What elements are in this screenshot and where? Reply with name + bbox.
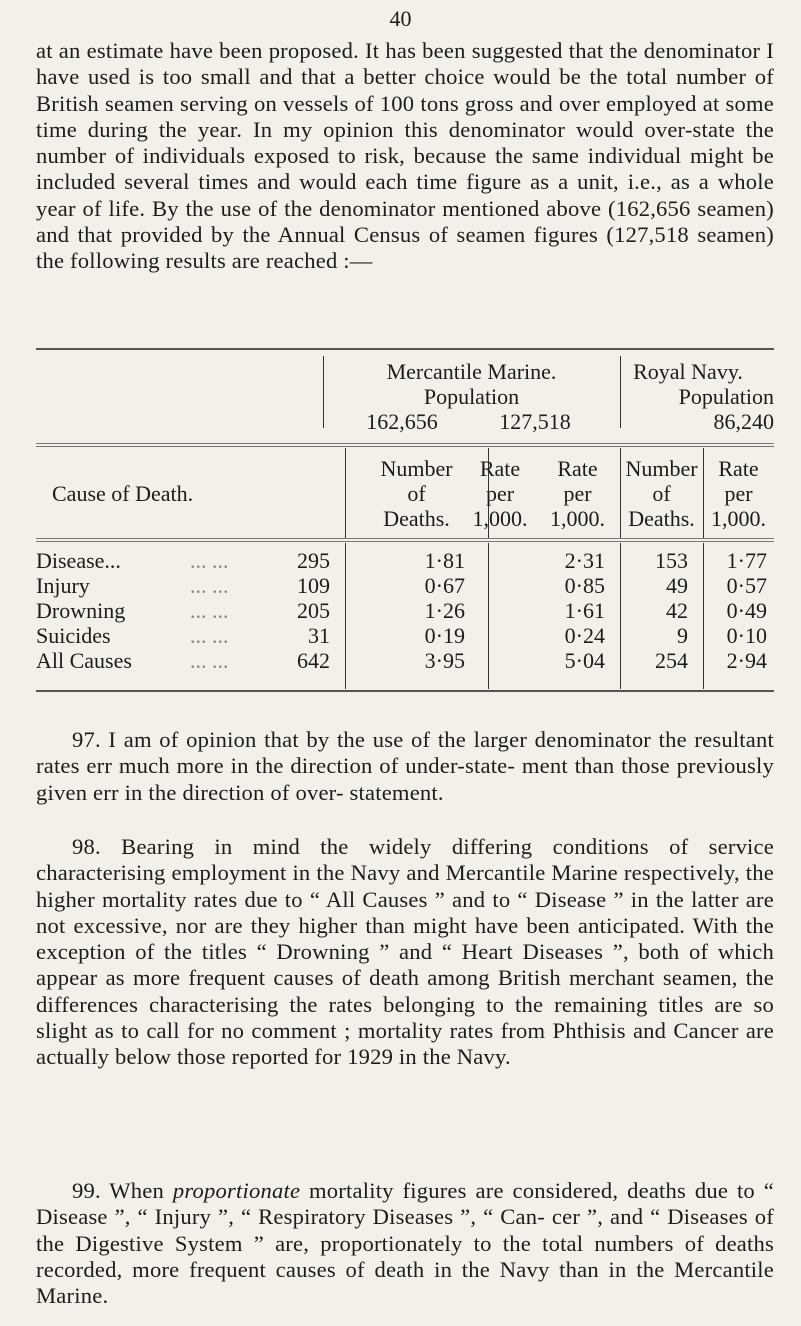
col1-header-line3: Deaths. bbox=[383, 506, 450, 531]
col4-header-line3: Deaths. bbox=[628, 506, 695, 531]
table-rule bbox=[36, 446, 774, 447]
row-rn-deaths: 49 bbox=[666, 573, 688, 598]
col2-header-line3: 1,000. bbox=[472, 506, 528, 531]
col5-header-line1: Rate bbox=[718, 456, 759, 481]
paragraph-97: 97. I am of opinion that by the use of the larger denominator the resultant rates err much more in the direction of under-state- ment than those previously given err in the direction of over- statement. bbox=[36, 727, 774, 805]
row-rn-rate: 0·10 bbox=[726, 623, 767, 648]
row-cause: Disease... bbox=[36, 548, 121, 573]
table-vline bbox=[345, 543, 346, 689]
row-mm-deaths: 31 bbox=[308, 623, 330, 648]
page-number: 40 bbox=[389, 6, 412, 31]
row-rate-2: 1·61 bbox=[564, 598, 605, 623]
navy-population-label: Population bbox=[678, 384, 774, 409]
col1-header-line1: Number bbox=[380, 456, 453, 481]
row-rate-1: 1·81 bbox=[424, 548, 465, 573]
col2-header-line2: per bbox=[485, 481, 515, 506]
row-rn-deaths: 254 bbox=[655, 648, 688, 673]
row-rn-deaths: 153 bbox=[655, 548, 688, 573]
row-leader-dots: ... ... bbox=[190, 623, 229, 648]
col3-header-line2: per bbox=[563, 481, 592, 506]
row-rn-rate: 0·49 bbox=[726, 598, 767, 623]
col3-header-line1: Rate bbox=[557, 456, 598, 481]
row-rate-2: 5·04 bbox=[564, 648, 605, 673]
row-rn-deaths: 42 bbox=[666, 598, 688, 623]
table-vline bbox=[488, 543, 489, 689]
paragraph-98: 98. Bearing in mind the widely differing conditions of service characterising employment in the Navy and Mercantile Marine respectively, the higher mortality rates due to “ All Causes ” and to “ Disease ” in the latter are not excessive, nor are they higher than might have been anticipated. With the exception of the titles “ Drowning ” and “ Heart Diseases ”, both of which appear as more frequent causes of death among British merchant seamen, the differences characterising the rates belonging to the remaining titles are so slight as to call for no comment ; mortality rates from Phthisis and Cancer are actually below those reported for 1929 in the Navy. bbox=[36, 834, 774, 1070]
row-cause: Drowning bbox=[36, 598, 126, 623]
row-leader-dots: ... ... bbox=[190, 648, 229, 673]
col5-header-line3: 1,000. bbox=[711, 506, 766, 531]
row-mm-deaths: 205 bbox=[297, 598, 330, 623]
paragraph-99 bbox=[36, 1178, 774, 1309]
table-rule bbox=[36, 541, 774, 542]
row-cause: All Causes bbox=[36, 648, 132, 673]
mercantile-marine-header: Mercantile Marine. bbox=[386, 359, 557, 384]
row-cause: Suicides bbox=[36, 623, 111, 648]
row-leader-dots: ... ... bbox=[190, 598, 229, 623]
row-rate-1: 1·26 bbox=[424, 598, 465, 623]
col4-header-line1: Number bbox=[625, 456, 698, 481]
row-leader-dots: ... ... bbox=[190, 548, 229, 573]
row-rn-rate: 1·77 bbox=[726, 548, 767, 573]
table-top-rule bbox=[36, 348, 774, 350]
row-mm-deaths: 295 bbox=[297, 548, 330, 573]
row-rate-1: 0·19 bbox=[424, 623, 465, 648]
table-rule bbox=[36, 538, 774, 539]
row-rate-2: 2·31 bbox=[564, 548, 605, 573]
paragraph-99-emphasis: proportionate bbox=[172, 1178, 301, 1203]
row-rate-2: 0·85 bbox=[564, 573, 605, 598]
row-mm-deaths: 642 bbox=[297, 648, 330, 673]
paragraph-99-lead: 99. When bbox=[72, 1178, 173, 1203]
intro-paragraph: at an estimate have been proposed. It has been suggested that the denominator I have used is too small and that a better choice would be the total number of British seamen serving on vessels of 100 tons gross and over employed at some time during the year. In my opinion this denominator would over-state the number of individuals exposed to risk, because the same individual might be included several times and would each time figure as a unit, i.e., as a whole year of life. By the use of the denominator mentioned above (162,656 seamen) and that provided by the Annual Census of seamen figures (127,518 seamen) the following results are reached :— bbox=[36, 38, 774, 274]
row-rate-2: 0·24 bbox=[564, 623, 605, 648]
table-rule bbox=[36, 443, 774, 444]
row-rate-1: 3·95 bbox=[424, 648, 465, 673]
row-rate-1: 0·67 bbox=[424, 573, 465, 598]
table-vline bbox=[620, 356, 621, 428]
royal-navy-header: Royal Navy. bbox=[633, 359, 743, 384]
mercantile-population-2: 127,518 bbox=[499, 409, 571, 434]
row-rn-rate: 0·57 bbox=[726, 573, 767, 598]
col3-header-line3: 1,000. bbox=[550, 506, 605, 531]
paragraph-99-rest: mortality figures are considered, deaths due to “ Disease ”, “ Injury ”, “ Respiratory Diseases ”, “ Can- cer ”, and “ Diseases of the Digestive System ” are, proportionately to the total numbers of deaths recorded, more frequent causes of death in the Navy than in the Mercantile Marine. bbox=[36, 1178, 774, 1309]
row-mm-deaths: 109 bbox=[297, 573, 330, 598]
table-bottom-rule bbox=[36, 690, 774, 692]
col2-header-line1: Rate bbox=[479, 456, 521, 481]
mercantile-population-label: Population bbox=[423, 384, 520, 409]
row-rn-rate: 2·94 bbox=[726, 648, 767, 673]
col4-header-line2: of bbox=[652, 481, 671, 506]
navy-population: 86,240 bbox=[713, 409, 774, 434]
cause-of-death-header: Cause of Death. bbox=[52, 481, 194, 506]
col5-header-line2: per bbox=[724, 481, 753, 506]
row-cause: Injury bbox=[36, 573, 90, 598]
row-rn-deaths: 9 bbox=[677, 623, 688, 648]
row-leader-dots: ... ... bbox=[190, 573, 229, 598]
mercantile-population-1: 162,656 bbox=[366, 409, 438, 434]
col1-header-line2: of bbox=[407, 481, 426, 506]
